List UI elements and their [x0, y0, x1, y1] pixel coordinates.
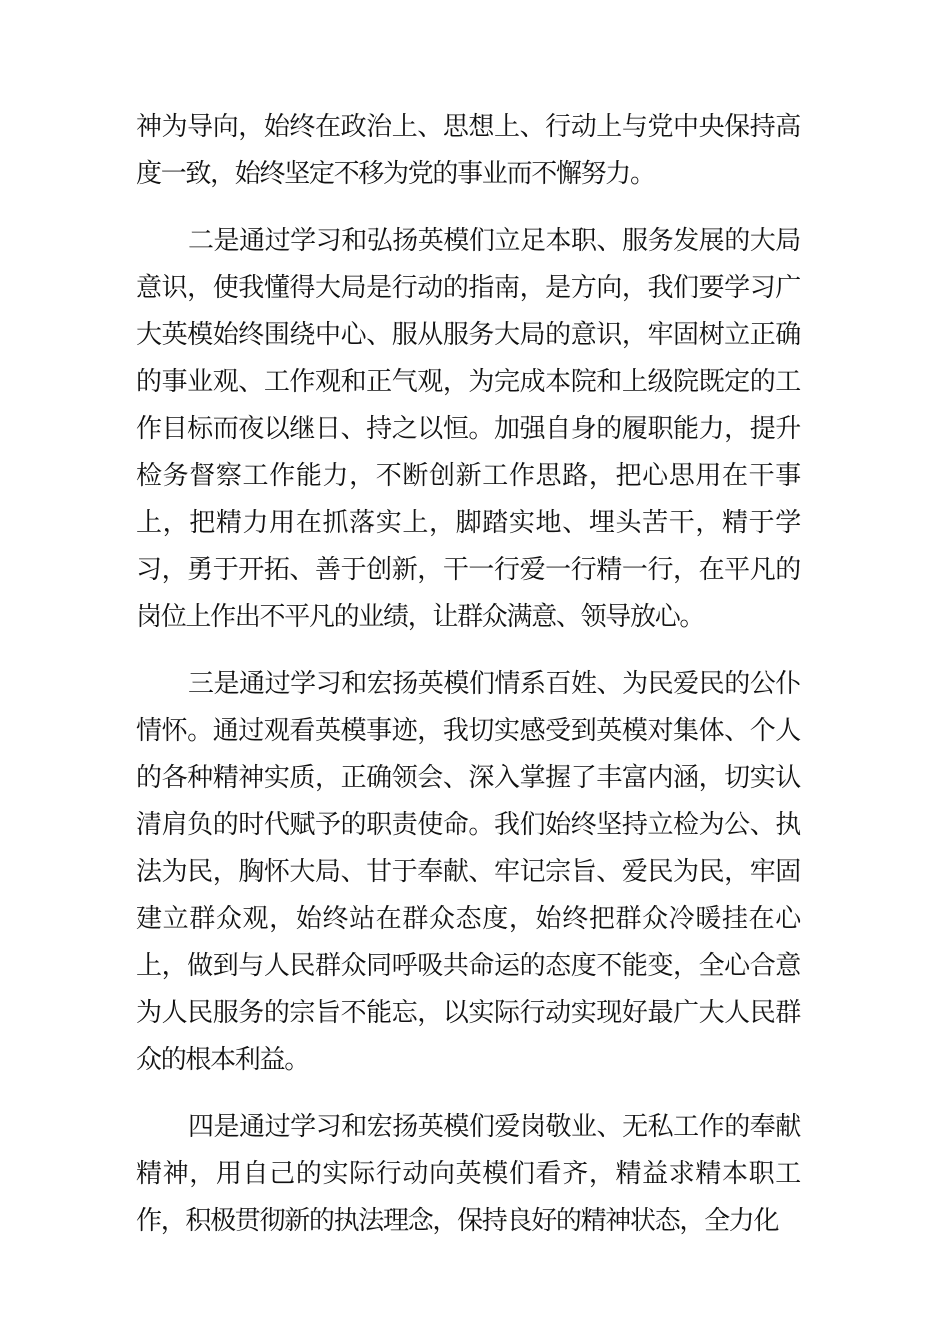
paragraph-two: 二是通过学习和弘扬英模们立足本职、服务发展的大局意识，使我懂得大局是行动的指南，是方向，我们要学习广大英模始终围绕中心、服从服务大局的意识，牢固树立正确的事业观、工作观和正气观，为完成本院和上级院既定的工作目标而夜以继日、持之以恒。加强自身的履职能力，提升检务督察工作能力，不断创新工作思路，把心思用在干事上，把精力用在抓落实上，脚踏实地、埋头苦干，精于学习，勇于开拓、善于创新，干一行爱一行精一行，在平凡的岗位上作出不平凡的业绩，让群众满意、领导放心。: [136, 226, 800, 632]
document-body: [136, 104, 800, 1245]
paragraph-three: 三是通过学习和宏扬英模们情系百姓、为民爱民的公仆情怀。通过观看英模事迹，我切实感受到英模对集体、个人的各种精神实质，正确领会、深入掌握了丰富内涵，切实认清肩负的时代赋予的职责使命。我们始终坚持立检为公、执法为民，胸怀大局、甘于奉献、牢记宗旨、爱民为民，牢固建立群众观，始终站在群众态度，始终把群众冷暖挂在心上，做到与人民群众同呼吸共命运的态度不能变，全心合意为人民服务的宗旨不能忘，以实际行动实现好最广大人民群众的根本利益。: [136, 669, 800, 1075]
paragraph-four: 四是通过学习和宏扬英模们爱岗敬业、无私工作的奉献精神，用自己的实际行动向英模们看齐，精益求精本职工作，积极贯彻新的执法理念，保持良好的精神状态，全力化: [136, 1112, 800, 1236]
paragraph-continued: 神为导向，始终在政治上、思想上、行动上与党中央保持高度一致，始终坚定不移为党的事业而不懈努力。: [136, 112, 800, 189]
